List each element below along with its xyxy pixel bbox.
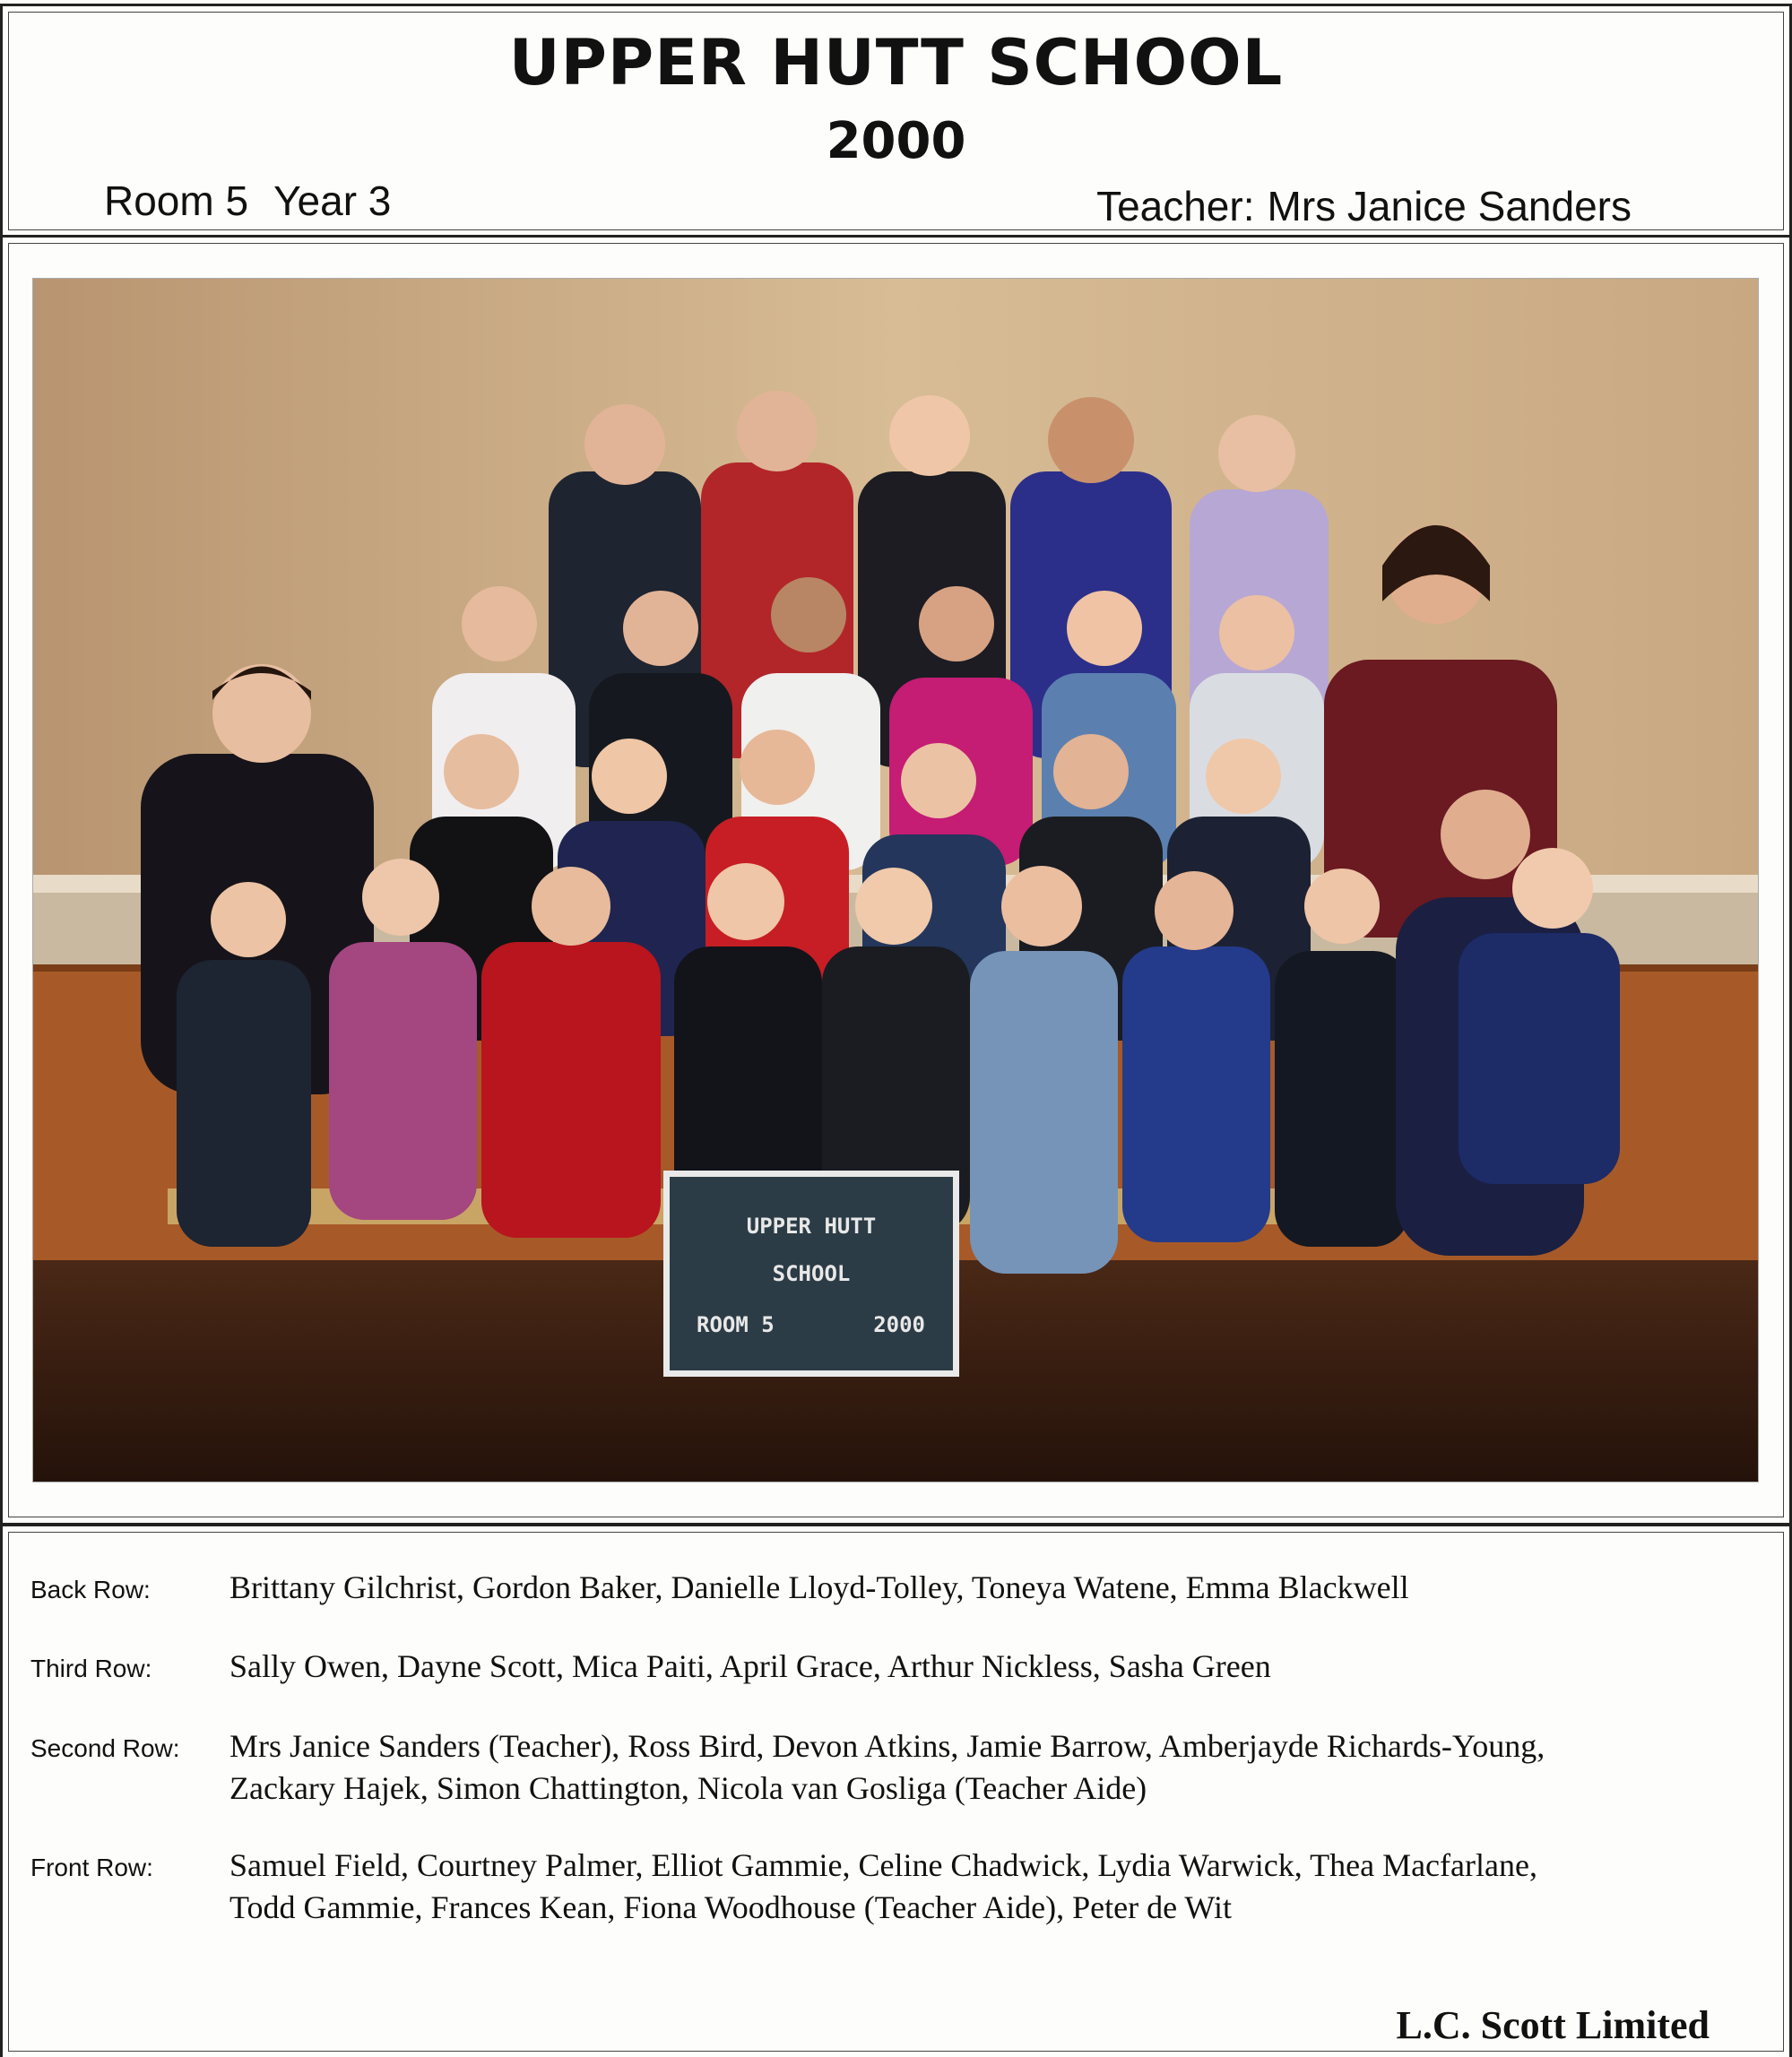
row-label: Back Row:: [30, 1576, 151, 1603]
board-line1: UPPER HUTT: [746, 1214, 877, 1239]
board-room: ROOM 5: [697, 1312, 775, 1337]
photo-year: 2000: [826, 112, 966, 170]
school-title: UPPER HUTT SCHOOL: [508, 26, 1284, 99]
row-names: [229, 1725, 1753, 1810]
row-names: [229, 1646, 1753, 1688]
names-line: Mrs Janice Sanders (Teacher), Ross Bird, Devon Atkins, Jamie Barrow, Amberjayde Richards-Young,: [229, 1728, 1545, 1764]
board-line2: SCHOOL: [772, 1261, 851, 1286]
row-names: [229, 1845, 1753, 1929]
teacher-label: Teacher:: [1096, 183, 1255, 229]
names-line: Zackary Hajek, Simon Chattington, Nicola van Gosliga (Teacher Aide): [229, 1770, 1147, 1806]
room-info: [104, 177, 391, 225]
header-panel: [0, 4, 1792, 238]
photographer-credit: L.C. Scott Limited: [1396, 2003, 1710, 2047]
names-line: Sally Owen, Dayne Scott, Mica Paiti, April Grace, Arthur Nickless, Sasha Green: [229, 1648, 1271, 1684]
row-label: Front Row:: [30, 1854, 153, 1881]
class-year: Year 3: [273, 177, 392, 224]
name-board: [663, 1171, 959, 1377]
row-label: Second Row:: [30, 1734, 180, 1762]
room-number: Room 5: [104, 177, 249, 224]
row-names: [229, 1567, 1753, 1609]
names-line: Samuel Field, Courtney Palmer, Elliot Gammie, Celine Chadwick, Lydia Warwick, Thea Macfarlane,: [229, 1847, 1537, 1883]
teacher-info: [1096, 182, 1632, 230]
board-year: 2000: [873, 1312, 925, 1337]
row-label: Third Row:: [30, 1655, 152, 1682]
names-line: Todd Gammie, Frances Kean, Fiona Woodhouse (Teacher Aide), Peter de Wit: [229, 1889, 1232, 1925]
names-line: Brittany Gilchrist, Gordon Baker, Danielle Lloyd-Tolley, Toneya Watene, Emma Blackwell: [229, 1569, 1409, 1605]
class-photo: [32, 278, 1759, 1482]
teacher-name: Mrs Janice Sanders: [1267, 183, 1632, 229]
